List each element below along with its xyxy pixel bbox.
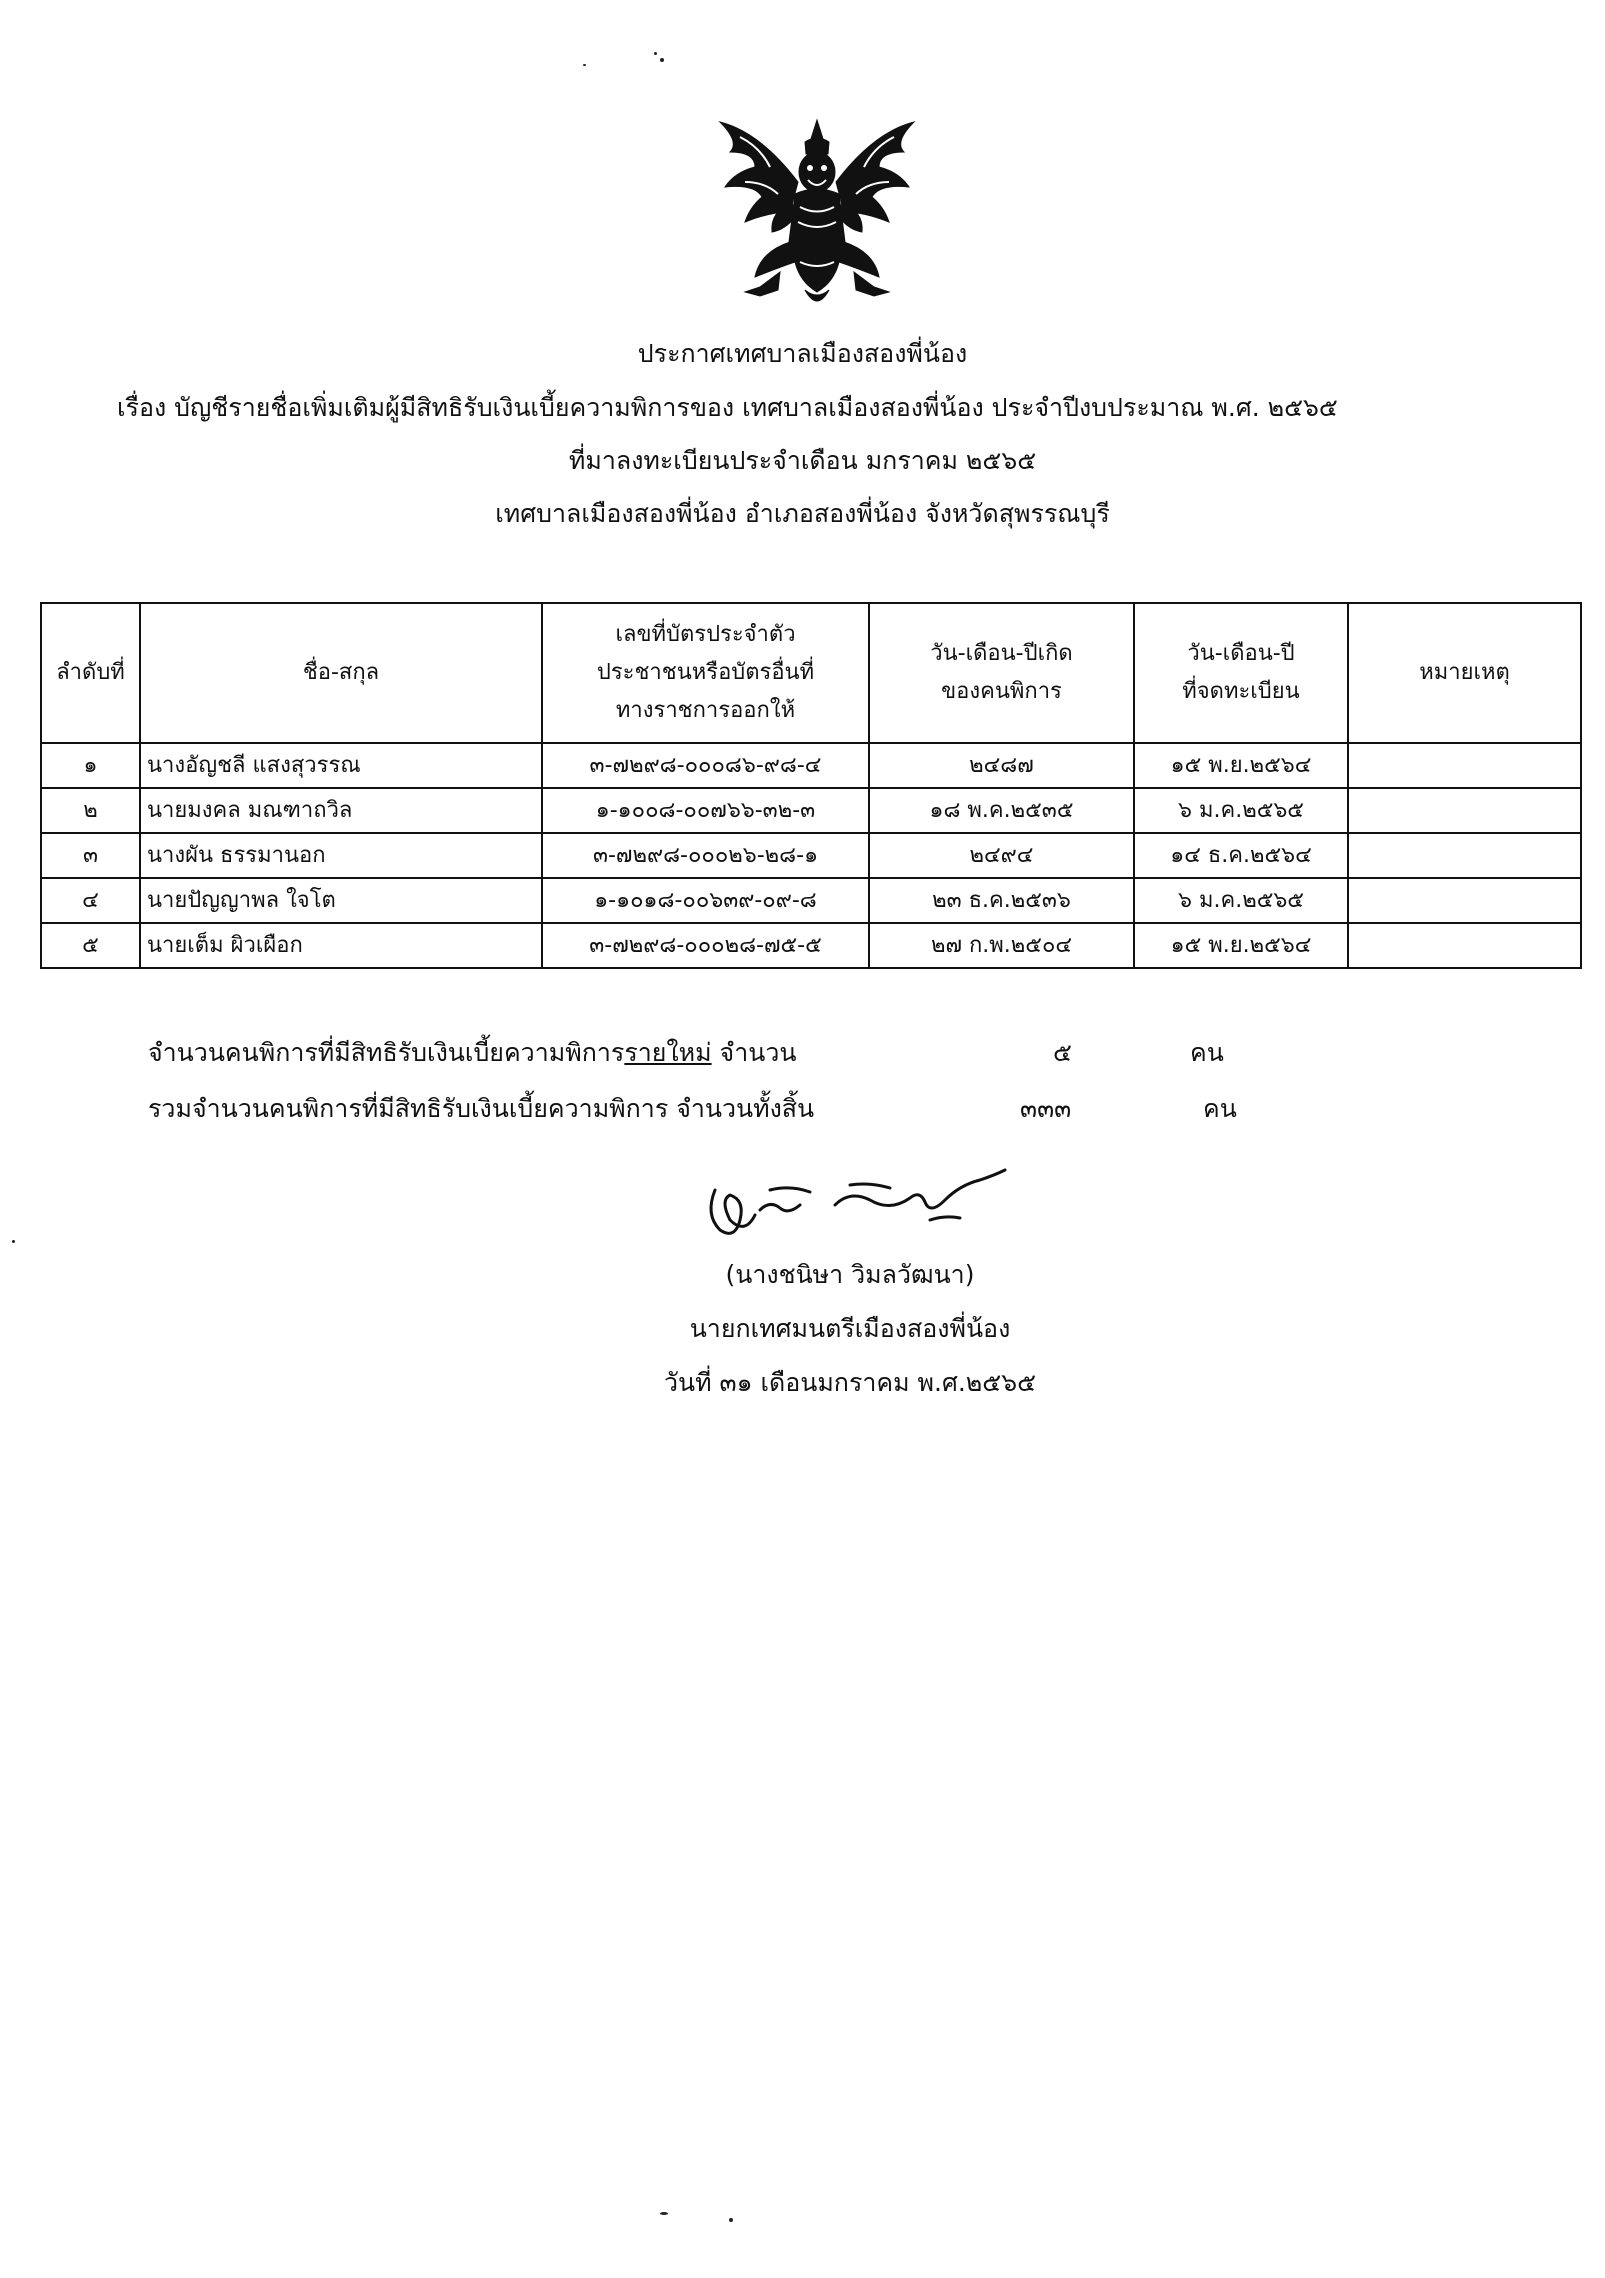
- col-header-registered-line1: วัน-เดือน-ปี: [1187, 641, 1295, 666]
- announcement-title: ประกาศเทศบาลเมืองสองพี่น้อง: [637, 339, 968, 368]
- scan-speck: [729, 2218, 733, 2222]
- new-recipients-emphasis: รายใหม่: [624, 1038, 712, 1067]
- cell-remark: [1348, 923, 1581, 968]
- cell-remark: [1348, 788, 1581, 833]
- cell-registered: ๖ ม.ค.๒๕๖๕: [1134, 878, 1348, 923]
- col-header-registered-line2: ที่จดทะเบียน: [1182, 679, 1300, 704]
- col-header-id: [542, 603, 869, 743]
- cell-id: ๓-๗๒๙๘-๐๐๐๒๘-๗๕-๕: [542, 923, 869, 968]
- col-header-remark: หมายเหตุ: [1348, 603, 1581, 743]
- cell-registered: ๑๔ ธ.ค.๒๕๖๔: [1134, 833, 1348, 878]
- cell-registered: ๑๕ พ.ย.๒๕๖๔: [1134, 743, 1348, 788]
- col-header-name: ชื่อ-สกุล: [140, 603, 542, 743]
- col-header-no: ลำดับที่: [41, 603, 140, 743]
- col-header-id-line3: ทางราชการออกให้: [615, 698, 796, 723]
- scan-speck: [654, 52, 657, 55]
- total-recipients-label: รวมจำนวนคนพิการที่มีสิทธิรับเงินเบี้ยความพิการ จำนวนทั้งสิ้น: [148, 1094, 815, 1123]
- cell-birth: ๒๔๘๗: [869, 743, 1134, 788]
- cell-name: นายมงคล มณฑาถวิล: [140, 788, 542, 833]
- cell-birth: ๑๘ พ.ค.๒๕๓๕: [869, 788, 1134, 833]
- cell-birth: ๒๓ ธ.ค.๒๕๓๖: [869, 878, 1134, 923]
- total-recipients-count: ๓๓๓: [1020, 1094, 1072, 1123]
- cell-name: นายปัญญาพล ใจโต: [140, 878, 542, 923]
- cell-no: ๑: [41, 743, 140, 788]
- cell-name: นางอัญชลี แสงสุวรรณ: [140, 743, 542, 788]
- disability-allowance-table: [40, 602, 1582, 969]
- signatory-position: นายกเทศมนตรีเมืองสองพี่น้อง: [689, 1314, 1011, 1343]
- col-header-id-line1: เลขที่บัตรประจำตัว: [615, 622, 796, 647]
- scan-speck: [12, 1240, 15, 1243]
- col-header-birth: [869, 603, 1134, 743]
- new-recipients-suffix: จำนวน: [711, 1038, 797, 1067]
- cell-id: ๓-๗๒๙๘-๐๐๐๘๖-๙๘-๔: [542, 743, 869, 788]
- table-header-row: [41, 603, 1581, 743]
- new-recipients-count: ๕: [1053, 1038, 1072, 1067]
- cell-no: ๕: [41, 923, 140, 968]
- handwritten-signature: [700, 1160, 1020, 1260]
- announcement-subject: เรื่อง บัญชีรายชื่อเพิ่มเติมผู้มีสิทธิรับเงินเบี้ยความพิการของ เทศบาลเมืองสองพี่น้อง ประจำปีงบประมาณ พ.ศ. ๒๕๖๕: [117, 393, 1338, 422]
- col-header-birth-line1: วัน-เดือน-ปีเกิด: [930, 641, 1073, 666]
- table-row: [41, 833, 1581, 878]
- col-header-birth-line2: ของคนพิการ: [941, 679, 1062, 704]
- table-row: [41, 878, 1581, 923]
- scan-speck: [660, 58, 664, 62]
- cell-birth: ๒๗ ก.พ.๒๕๐๔: [869, 923, 1134, 968]
- registration-period: ที่มาลงทะเบียนประจำเดือน มกราคม ๒๕๖๕: [568, 446, 1037, 475]
- cell-id: ๓-๗๒๙๘-๐๐๐๒๖-๒๘-๑: [542, 833, 869, 878]
- col-header-registered: [1134, 603, 1348, 743]
- total-recipients-unit: คน: [1203, 1094, 1237, 1123]
- cell-no: ๓: [41, 833, 140, 878]
- cell-remark: [1348, 833, 1581, 878]
- signatory-name: (นางชนิษา วิมลวัฒนา): [725, 1260, 975, 1289]
- cell-remark: [1348, 743, 1581, 788]
- new-recipients-prefix: จำนวนคนพิการที่มีสิทธิรับเงินเบี้ยความพิการ: [148, 1038, 625, 1067]
- cell-no: ๒: [41, 788, 140, 833]
- cell-id: ๑-๑๐๐๘-๐๐๗๖๖-๓๒-๓: [542, 788, 869, 833]
- cell-id: ๑-๑๐๑๘-๐๐๖๓๙-๐๙-๘: [542, 878, 869, 923]
- new-recipients-unit: คน: [1190, 1038, 1224, 1067]
- cell-birth: ๒๔๙๔: [869, 833, 1134, 878]
- cell-no: ๔: [41, 878, 140, 923]
- announcement-date: วันที่ ๓๑ เดือนมกราคม พ.ศ.๒๕๖๕: [663, 1368, 1036, 1397]
- cell-registered: ๑๕ พ.ย.๒๕๖๔: [1134, 923, 1348, 968]
- new-recipients-label: [148, 1036, 796, 1070]
- table-row: [41, 788, 1581, 833]
- garuda-emblem: [700, 112, 935, 317]
- cell-name: นางผัน ธรรมานอก: [140, 833, 542, 878]
- cell-name: นายเต็ม ผิวเผือก: [140, 923, 542, 968]
- table-row: [41, 743, 1581, 788]
- office-location: เทศบาลเมืองสองพี่น้อง อำเภอสองพี่น้อง จังหวัดสุพรรณบุรี: [495, 499, 1110, 528]
- scan-speck: [583, 64, 586, 66]
- cell-registered: ๖ ม.ค.๒๕๖๕: [1134, 788, 1348, 833]
- scan-speck: [660, 2212, 668, 2215]
- cell-remark: [1348, 878, 1581, 923]
- col-header-id-line2: ประชาชนหรือบัตรอื่นที่: [596, 660, 815, 685]
- table-row: [41, 923, 1581, 968]
